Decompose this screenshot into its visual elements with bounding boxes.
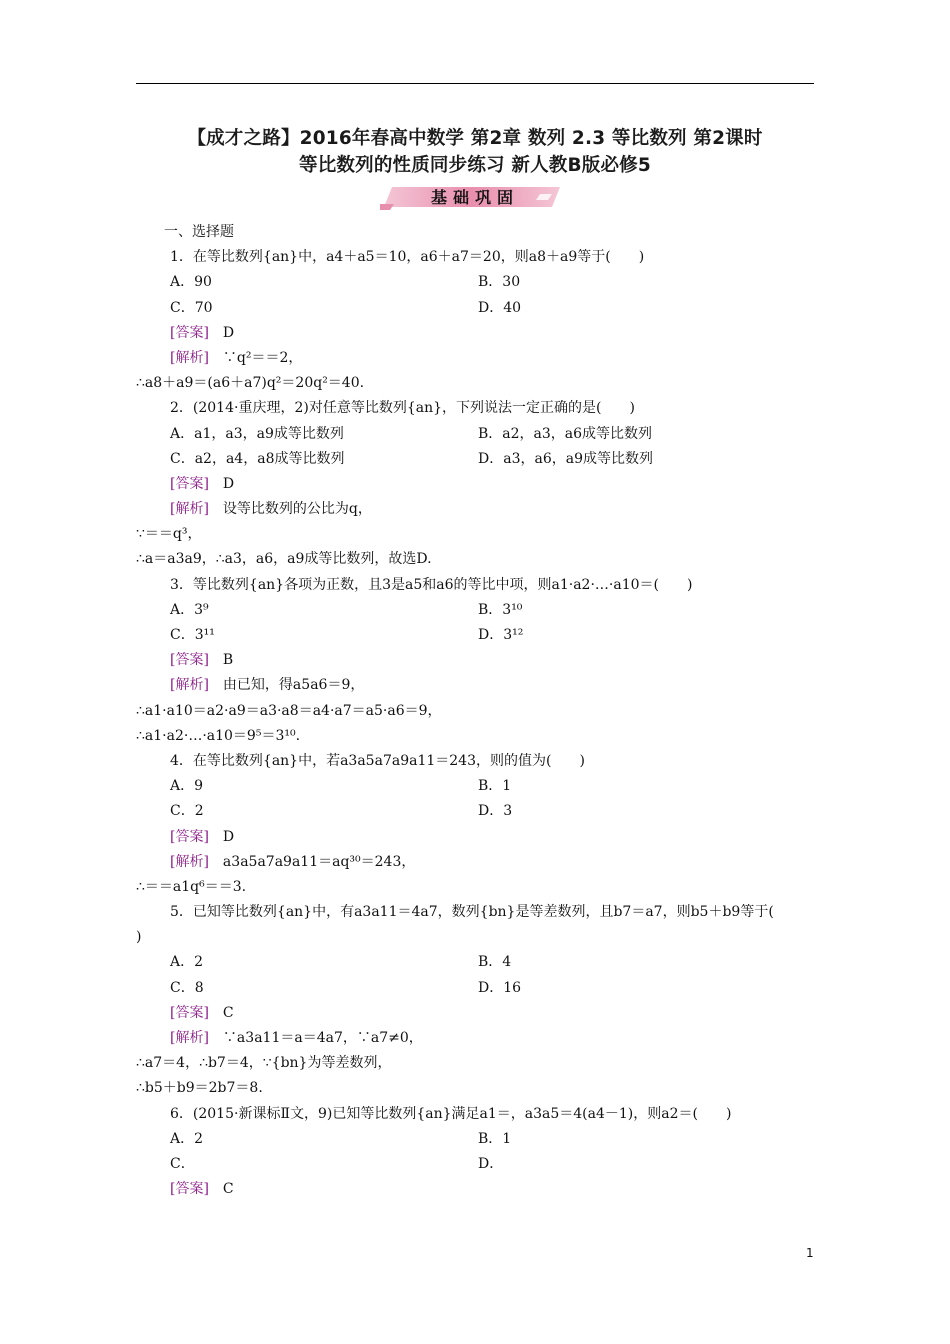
option-left: A．90 bbox=[170, 274, 212, 291]
line-text: C bbox=[208, 1004, 234, 1021]
option-left: A．3⁹ bbox=[170, 601, 209, 618]
option-row bbox=[170, 422, 820, 447]
header-rule bbox=[136, 83, 814, 84]
option-row bbox=[170, 774, 820, 799]
answer-tag: [答案] bbox=[170, 828, 209, 845]
option-left: C．a2，a4，a8成等比数列 bbox=[170, 450, 345, 467]
line-text: ∴b5＋b9＝2b7＝8. bbox=[136, 1080, 263, 1097]
text-row bbox=[170, 900, 820, 925]
option-right: B．1 bbox=[478, 1130, 512, 1147]
line-text: 2．(2014·重庆理，2)对任意等比数列{an}，下列说法一定正确的是( ) bbox=[170, 400, 635, 417]
answer-row bbox=[170, 472, 820, 497]
exercise-lines bbox=[136, 245, 820, 1202]
option-row bbox=[170, 1152, 820, 1177]
line-text: ∴a7＝4，∴b7＝4，∵{bn}为等差数列， bbox=[136, 1055, 392, 1072]
text-row bbox=[170, 245, 820, 270]
line-text: C bbox=[208, 1181, 234, 1198]
section-heading: 一、选择题 bbox=[164, 224, 234, 240]
answer-row bbox=[170, 673, 820, 698]
answer-row bbox=[170, 1026, 820, 1051]
answer-tag: [答案] bbox=[170, 1181, 209, 1198]
answer-row bbox=[170, 1177, 820, 1202]
option-right: D．a3，a6，a9成等比数列 bbox=[478, 450, 653, 467]
line-text: 由已知，得a5a6＝9， bbox=[208, 677, 365, 694]
option-left: A．9 bbox=[170, 778, 204, 795]
line-text: 5．已知等比数列{an}中，有a3a11＝4a7，数列{bn}是等差数列，且b7＝a7，则b5＋b9等于( bbox=[170, 904, 774, 921]
text-row bbox=[136, 522, 820, 547]
option-row bbox=[170, 598, 820, 623]
text-row bbox=[136, 371, 820, 396]
option-left: A．2 bbox=[170, 1130, 204, 1147]
text-row bbox=[170, 573, 820, 598]
text-row bbox=[136, 1051, 820, 1076]
line-text: 4．在等比数列{an}中，若a3a5a7a9a11＝243，则的值为( ) bbox=[170, 752, 585, 769]
line-text: D bbox=[208, 324, 235, 341]
section-banner bbox=[380, 184, 570, 210]
option-row bbox=[170, 623, 820, 648]
answer-tag: [答案] bbox=[170, 324, 209, 341]
option-right: B．30 bbox=[478, 274, 521, 291]
text-row bbox=[136, 925, 820, 950]
option-right: D．16 bbox=[478, 979, 522, 996]
option-left: A．a1，a3，a9成等比数列 bbox=[170, 425, 344, 442]
option-right: D．40 bbox=[478, 299, 522, 316]
line-text: 3．等比数列{an}各项为正数，且3是a5和a6的等比中项，则a1·a2·…·a10＝( ) bbox=[170, 576, 693, 593]
line-text: ∴a8＋a9＝(a6＋a7)q²＝20q²＝40. bbox=[136, 375, 365, 392]
banner-label: 基础巩固 bbox=[430, 188, 519, 207]
answer-row bbox=[170, 321, 820, 346]
document-title-line-2: 等比数列的性质同步练习 新人教B版必修5 bbox=[299, 155, 651, 176]
option-row bbox=[170, 296, 820, 321]
option-left: C．70 bbox=[170, 299, 213, 316]
answer-tag: [答案] bbox=[170, 1004, 209, 1021]
line-text: ∵a3a11＝a＝4a7，∵a7≠0， bbox=[208, 1030, 423, 1046]
option-right: B．a2，a3，a6成等比数列 bbox=[478, 425, 653, 442]
text-row bbox=[170, 396, 820, 421]
answer-row bbox=[170, 497, 820, 522]
option-left: C．3¹¹ bbox=[170, 627, 215, 643]
line-text: ∴a1·a10＝a2·a9＝a3·a8＝a4·a7＝a5·a6＝9， bbox=[136, 702, 442, 719]
answer-row bbox=[170, 850, 820, 875]
answer-tag: [答案] bbox=[170, 475, 209, 492]
option-right: D．3¹² bbox=[478, 627, 524, 643]
answer-tag: [解析] bbox=[170, 349, 209, 366]
option-left: C．2 bbox=[170, 803, 204, 820]
text-row bbox=[136, 699, 820, 724]
option-right: D．3 bbox=[478, 803, 513, 820]
text-row bbox=[136, 724, 820, 749]
page-number: 1 bbox=[806, 1246, 814, 1260]
option-right: B．4 bbox=[478, 954, 512, 971]
option-left: C． bbox=[170, 1155, 195, 1172]
line-text: ∵q²＝＝2， bbox=[208, 349, 303, 366]
option-row bbox=[170, 270, 820, 295]
option-row bbox=[170, 976, 820, 1001]
option-row bbox=[170, 447, 820, 472]
answer-row bbox=[170, 648, 820, 673]
text-row bbox=[136, 547, 820, 572]
line-text: ∴a＝a3a9，∴a3，a6，a9成等比数列，故选D. bbox=[136, 551, 432, 568]
line-text: B bbox=[208, 652, 234, 669]
answer-row bbox=[170, 1001, 820, 1026]
line-text: a3a5a7a9a11＝aq³⁰＝243， bbox=[208, 853, 416, 870]
answer-row bbox=[170, 825, 820, 850]
line-text: 1．在等比数列{an}中，a4＋a5＝10，a6＋a7＝20，则a8＋a9等于( ) bbox=[170, 249, 645, 266]
option-right: B．3¹⁰ bbox=[478, 601, 523, 618]
option-left: A．2 bbox=[170, 954, 204, 971]
answer-row bbox=[170, 346, 820, 371]
answer-tag: [解析] bbox=[170, 853, 209, 870]
text-row bbox=[170, 1102, 820, 1127]
document-title-line-1: 【成才之路】2016年春高中数学 第2章 数列 2.3 等比数列 第2课时 bbox=[187, 128, 763, 149]
option-left: C．8 bbox=[170, 979, 204, 996]
option-row bbox=[170, 1127, 820, 1152]
answer-tag: [解析] bbox=[170, 501, 209, 518]
option-row bbox=[170, 799, 820, 824]
line-text: 6．(2015·新课标Ⅱ文，9)已知等比数列{an}满足a1＝，a3a5＝4(a4－1)，则a2＝( ) bbox=[170, 1105, 732, 1122]
line-text: ∵＝＝q³， bbox=[136, 526, 202, 543]
text-row bbox=[136, 875, 820, 900]
line-text: ) bbox=[136, 929, 142, 946]
line-text: D bbox=[208, 828, 235, 845]
answer-tag: [答案] bbox=[170, 652, 209, 669]
text-row bbox=[170, 749, 820, 774]
option-row bbox=[170, 950, 820, 975]
option-right: D． bbox=[478, 1155, 504, 1172]
exercise-content bbox=[136, 220, 820, 1202]
answer-tag: [解析] bbox=[170, 677, 209, 694]
line-text: D bbox=[208, 475, 235, 492]
line-text: ∴a1·a2·…·a10＝9⁵＝3¹⁰. bbox=[136, 727, 301, 744]
text-row bbox=[136, 1076, 820, 1101]
answer-tag: [解析] bbox=[170, 1030, 209, 1046]
line-text: 设等比数列的公比为q， bbox=[208, 501, 372, 518]
line-text: ∴＝＝a1q⁶＝＝3. bbox=[136, 878, 247, 895]
option-right: B．1 bbox=[478, 778, 512, 795]
